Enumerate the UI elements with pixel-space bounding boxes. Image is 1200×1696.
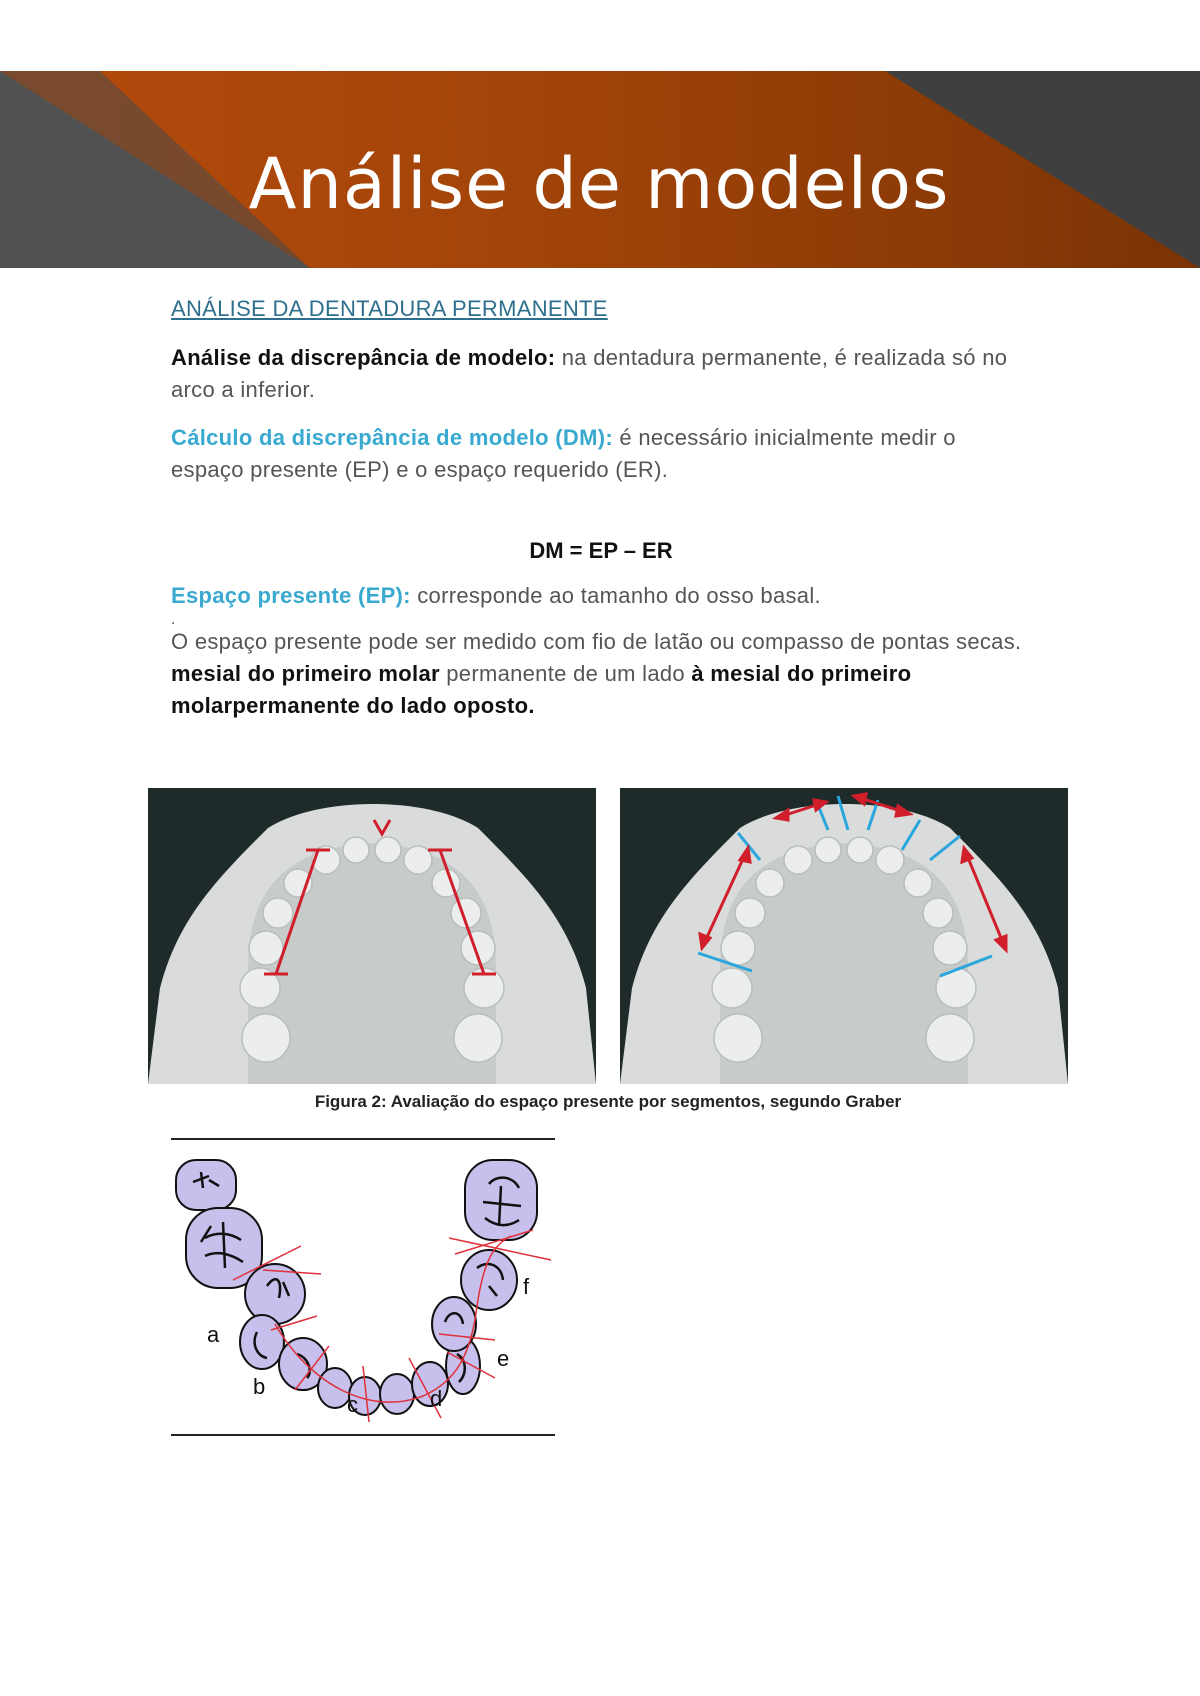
section-heading: ANÁLISE DA DENTADURA PERMANENTE — [171, 296, 608, 321]
label-d: d — [430, 1386, 443, 1411]
discrepancy-term: Análise da discrepância de modelo: — [171, 345, 556, 370]
discrepancy-text: na dentadura permanente, é realizada só no arco a inferior. — [171, 345, 1008, 402]
tooth-right-central-incisor — [380, 1374, 414, 1414]
mesial-term-2: à mesial do primeiro molarpermanente do lado oposto. — [171, 661, 912, 718]
label-c: c — [347, 1392, 358, 1417]
calculation-term: Cálculo da discrepância de modelo (DM): — [171, 425, 613, 450]
photo-left-arch — [148, 788, 596, 1084]
label-f: f — [523, 1274, 530, 1299]
title-banner — [0, 71, 1200, 268]
label-b: b — [253, 1374, 266, 1399]
page-title: Análise de modelos — [248, 143, 950, 225]
tooth-left-third-molar — [176, 1160, 236, 1210]
present-space-term: Espaço presente (EP): — [171, 583, 411, 608]
figure-photos — [148, 788, 1068, 1088]
stray-dot: . — [171, 611, 176, 628]
label-e: e — [497, 1346, 510, 1371]
diagram-bottom-rule — [171, 1434, 555, 1436]
document-body — [171, 296, 1031, 722]
mesial-term-1: mesial do primeiro molar — [171, 661, 440, 686]
present-space-text: corresponde ao tamanho do osso basal. — [410, 583, 821, 608]
formula: DM = EP – ER — [529, 538, 673, 563]
paragraph-discrepancy — [171, 342, 1031, 406]
paragraph-mesial — [171, 658, 1031, 722]
label-a: a — [207, 1322, 220, 1347]
figure-caption: Figura 2: Avaliação do espaço presente por segmentos, segundo Graber — [314, 1092, 902, 1111]
paragraph-calculation — [171, 422, 1031, 486]
arch-segment-diagram — [171, 1146, 555, 1426]
paragraph-present-space — [171, 580, 1031, 612]
photo-right-arch — [620, 788, 1068, 1084]
mesial-text: permanente de um lado — [439, 661, 692, 686]
diagram-top-rule — [171, 1138, 555, 1140]
paragraph-measurement: O espaço presente pode ser medido com fio de latão ou compasso de pontas secas. — [171, 629, 1022, 654]
calculation-text: é necessário inicialmente medir o espaço presente (EP) e o espaço requerido (ER). — [171, 425, 956, 482]
tooth-left-premolar-1 — [240, 1315, 284, 1369]
